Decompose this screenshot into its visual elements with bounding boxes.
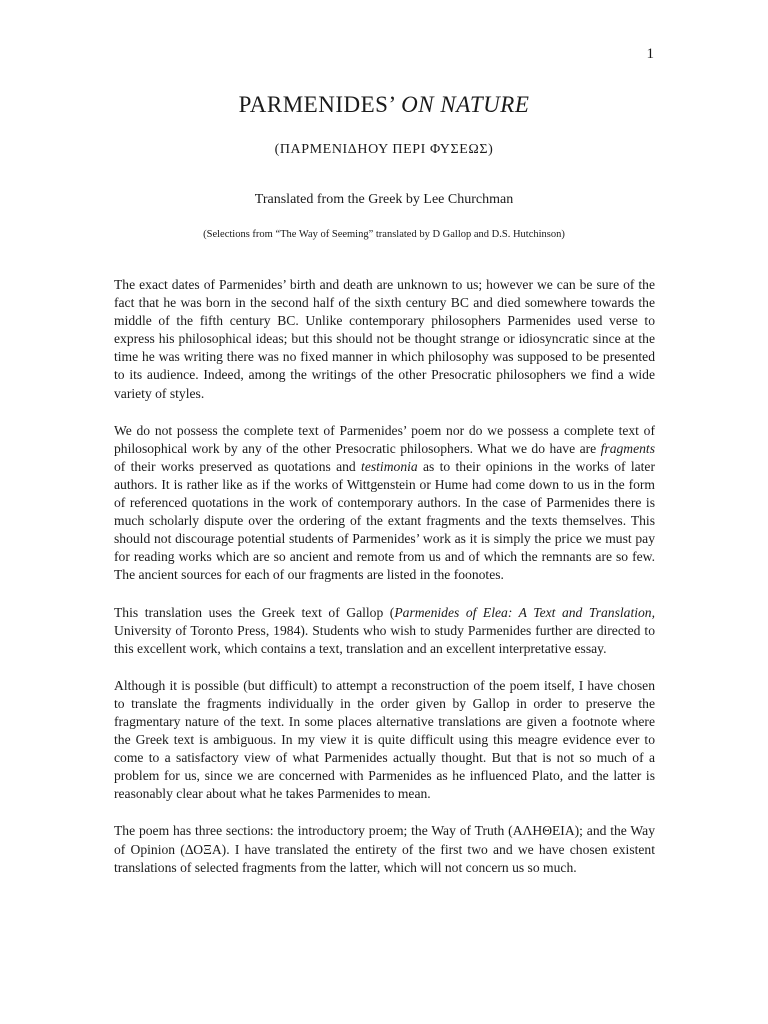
paragraph-4: Although it is possible (but difficult) to attempt a reconstruction of the poem itself, I have chosen to translate the fragments individually in the order given by Gallop in order to preserve the fragmentary nature of the text. In some places alternative translations are given a footnote where the Greek text is ambiguous. In my view it is quite difficult using this meagre evidence ever to come to a satisfactory view of what Parmenides actually thought. But that is not so much of a problem for us, since we are concerned with Parmenides as he influenced Plato, and the latter is reasonably clear about what he takes Parmenides to mean. (114, 677, 655, 802)
paragraph-3-book-title: Parmenides of Elea: A Text and Translation, (394, 604, 655, 620)
paragraph-5: The poem has three sections: the introductory proem; the Way of Truth (ΑΛΗΘΕΙΑ); and the Way of Opinion (ΔΟΞΑ). I have translated the entirety of the first two and we have chosen existent translations of selected fragments from the latter, which will not concern us so much. (114, 823, 655, 875)
selections-note: (Selections from “The Way of Seeming” translated by D Gallop and D.S. Hutchinson) (203, 229, 565, 240)
page-number: 1 (646, 46, 654, 62)
paragraph-2-part-a: We do not possess the complete text of Parmenides’ poem nor do we possess a complete text of philosophical work by any of the other Presocratic philosophers. What we do have are (114, 422, 655, 456)
paragraph-3 (114, 604, 655, 658)
body-text (114, 276, 655, 896)
title-italic: ON NATURE (401, 92, 530, 117)
paragraph-2 (114, 422, 655, 585)
paragraph-2-testimonia: testimonia (361, 458, 418, 474)
paragraph-2-part-c: of their works preserved as quotations and (114, 458, 356, 474)
paragraph-2-fragments: fragments (600, 440, 655, 456)
paragraph-3-part-c: University of Toronto Press, 1984). Students who wish to study Parmenides further are directed to this excellent work, which contains a text, translation and an excellent interpretative essay. (114, 622, 655, 656)
paragraph-3-part-a: This translation uses the Greek text of Gallop ( (114, 604, 395, 620)
paragraph-1: The exact dates of Parmenides’ birth and death are unknown to us; however we can be sure of the fact that he was born in the second half of the sixth century BC and died somewhere towards the middle of the fifth century BC. Unlike contemporary philosophers Parmenides used verse to express his philosophical ideas; but this should not be thought strange or idiosyncratic since at the time he was writing there was no fixed manner in which philosophy was supposed to be presented to its audience. Indeed, among the writings of the other Presocratic philosophers we find a wide variety of styles. (114, 277, 655, 401)
paragraph-2-part-e: as to their opinions in the works of later authors. It is rather like as if the works of Wittgenstein or Hume had come down to us in the form of referenced quotations in the work of contemporary authors. In the case of Parmenides there is much scholarly dispute over the ordering of the extant fragments and the texts themselves. This should not discourage potential students of Parmenides’ work as it is simply the price we must pay for reading works which are so ancient and remote from us and of which the remnants are so few. The ancient sources for each of our fragments are listed in the foonotes. (114, 458, 655, 583)
title-main: PARMENIDES’ (238, 92, 395, 117)
greek-title: (ΠΑΡΜΕΝΙΔΗΟΥ ΠΕΡΙ ΦΥΣΕΩΣ) (274, 142, 494, 157)
page-title (0, 92, 768, 118)
translator-line: Translated from the Greek by Lee Churchman (254, 192, 514, 207)
